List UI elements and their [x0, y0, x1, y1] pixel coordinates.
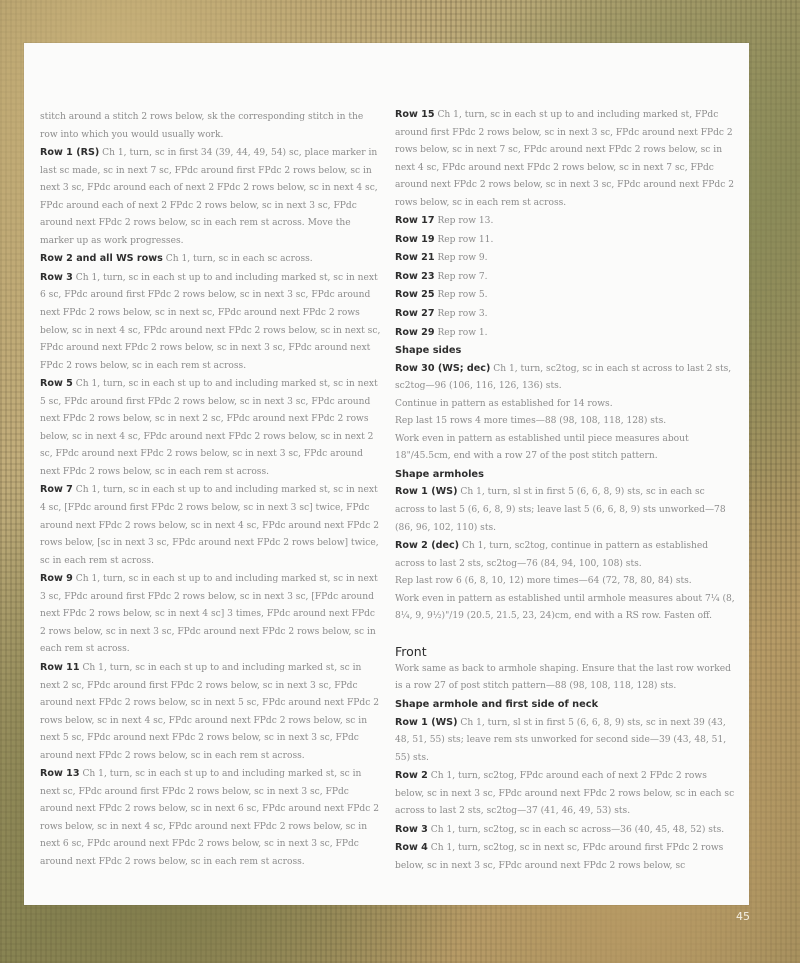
- paragraph: [395, 591, 737, 626]
- row-label: Row 5: [40, 378, 73, 390]
- paragraph: [395, 413, 737, 431]
- paragraph: [395, 231, 737, 250]
- row-text: Rep row 7.: [437, 271, 488, 282]
- row-text: stitch around a stitch 2 rows below, sk the corresponding stitch in the row into which you would usually work.: [40, 112, 364, 140]
- row-text: Rep row 1.: [437, 327, 488, 338]
- row-text: Ch 1, turn, sc in each st up to and including marked st, FPdc around first FPdc 2 rows below, sc in next 3 sc, FPdc around next FPdc 2 rows below, sc in next 7 sc, FPdc around next FPdc 2 rows below, sc in next 4 sc, FPdc around next FPdc 2 rows below, sc in next 7 sc, FPdc around next FPdc 2 rows below, sc in next 3 sc, FPdc around next FPdc 2 rows below, sc in each rem st across.: [395, 110, 734, 208]
- row-label: Row 17: [395, 215, 435, 227]
- paragraph: [40, 375, 382, 481]
- paragraph: [395, 431, 737, 466]
- paragraph: [40, 250, 382, 269]
- paragraph: [395, 396, 737, 414]
- paragraph: [395, 324, 737, 343]
- row-label: Row 3: [40, 271, 73, 283]
- row-text: Rep row 9.: [437, 253, 488, 264]
- paragraph: [40, 659, 382, 765]
- row-text: Ch 1, turn, sc in each st up to and including marked st, sc in next 6 sc, FPdc around first FPdc 2 rows below, sc in next 3 sc, FPdc around next FPdc 2 rows below, sc in next sc, FPdc around next FPdc 2 rows below, sc in next 4 sc, FPdc around next FPdc 2 rows below, sc in next sc, FPdc around next FPdc 2 rows below, sc in next 3 sc, FPdc around next FPdc 2 rows below, sc in each rem st across.: [40, 272, 381, 371]
- row-text: Ch 1, turn, sc in first 34 (39, 44, 49, 54) sc, place marker in last sc made, sc in next 7 sc, FPdc around first FPdc 2 rows below, sc in next 3 sc, FPdc around each of next 2 FPdc 2 rows below, sc in next 4 sc, FPdc around each of next 2 FPdc 2 rows below, sc in next 3 sc, FPdc around next FPdc 2 rows below, sc in each rem st across. Move the marker up as work progresses.: [40, 148, 378, 246]
- row-text: Ch 1, turn, sc2tog, sc in next sc, FPdc around first FPdc 2 rows below, sc in next 3 sc, FPdc around next FPdc 2 rows below, sc: [395, 843, 724, 871]
- row-text: Ch 1, turn, sc2tog, sc in each st across to last 2 sts, sc2tog—96 (106, 116, 126, 136) sts.: [395, 363, 732, 392]
- row-text: Ch 1, turn, sc2tog, FPdc around each of next 2 FPdc 2 rows below, sc in next 3 sc, FPdc around next FPdc 2 rows below, sc in each sc across to last 2 sts, sc2tog—37 (41, 46, 49, 53) sts.: [395, 771, 735, 817]
- row-label: Row 29: [395, 326, 435, 338]
- paragraph: [395, 767, 737, 821]
- row-text: Ch 1, turn, sc in each st up to and including marked st, sc in next sc, FPdc around first FPdc 2 rows below, sc in next 3 sc, FPdc around next FPdc 2 rows below, sc in next 6 sc, FPdc around next FPdc 2 rows below, sc in next 4 sc, FPdc around next FPdc 2 rows below, sc in next 6 sc, FPdc around next FPdc 2 rows below, sc in next 3 sc, FPdc around next FPdc 2 rows below, sc in each rem st across.: [40, 769, 379, 867]
- paragraph: [395, 483, 737, 537]
- paragraph: [395, 360, 737, 396]
- paragraph: [395, 573, 737, 591]
- row-text: Rep row 3.: [437, 309, 488, 320]
- row-text: Ch 1, turn, sc in each sc across.: [165, 254, 313, 265]
- row-text: Ch 1, turn, sl st in first 5 (6, 6, 8, 9) sts, sc in next 39 (43, 48, 51, 55) sts; leave rem sts unworked for second side—39 (43, 48, 51, 55) sts.: [395, 717, 727, 763]
- row-label: Row 1 (WS): [395, 486, 458, 498]
- row-text: Rep last 15 rows 4 more times—88 (98, 108, 118, 128) sts.: [395, 416, 667, 427]
- row-text: Rep row 5.: [437, 290, 488, 301]
- row-text: Ch 1, turn, sc in each st up to and including marked st, sc in next 4 sc, [FPdc around first FPdc 2 rows below, sc in next 3 sc] twice, FPdc around next FPdc 2 rows below, sc in next 4 sc, FPdc around next FPdc 2 rows below, [sc in next 3 sc, FPdc around next FPdc 2 rows below] twice, sc in each rem st across.: [40, 485, 379, 566]
- row-label: Row 3: [395, 823, 428, 835]
- page-number: 45: [736, 910, 750, 923]
- row-text: Work even in pattern as established until piece measures about 18"/45.5cm, end with a row 27 of the post stitch pattern.: [395, 433, 689, 462]
- row-text: Ch 1, turn, sc in each st up to and including marked st, sc in next 5 sc, FPdc around first FPdc 2 rows below, sc in next 3 sc, FPdc around next FPdc 2 rows below, sc in next 2 sc, FPdc around next FPdc 2 rows below, sc in next 4 sc, FPdc around next FPdc 2 rows below, sc in next 2 sc, FPdc around next FPdc 2 rows below, sc in next 3 sc, FPdc around next FPdc 2 rows below, sc in each rem st across.: [40, 379, 378, 477]
- row-label: Row 4: [395, 842, 428, 854]
- section-heading: Shape armhole and first side of neck: [395, 698, 599, 710]
- paragraph: [395, 106, 737, 212]
- row-label: Row 11: [40, 661, 80, 673]
- row-label: Row 27: [395, 308, 435, 320]
- row-text: Rep row 11.: [437, 234, 494, 245]
- row-label: Row 19: [395, 233, 435, 245]
- paragraph: [395, 286, 737, 305]
- row-text: Rep last row 6 (6, 8, 10, 12) more times—64 (72, 78, 80, 84) sts.: [395, 576, 692, 587]
- row-text: Ch 1, turn, sc2tog, continue in pattern as established across to last 2 sts, sc2tog—76 (84, 94, 100, 108) sts.: [395, 541, 709, 569]
- row-label: Row 1 (WS): [395, 716, 458, 728]
- row-label: Row 2: [395, 770, 428, 782]
- row-text: Ch 1, turn, sc in each st up to and including marked st, sc in next 2 sc, FPdc around first FPdc 2 rows below, sc in next 3 sc, FPdc around next FPdc 2 rows below, sc in next 5 sc, FPdc around next FPdc 2 rows below, sc in next 4 sc, FPdc around next FPdc 2 rows below, sc in next 5 sc, FPdc around next FPdc 2 rows below, sc in next 3 sc, FPdc around next FPdc 2 rows below, sc in each rem st across.: [40, 662, 379, 761]
- row-label: Row 13: [40, 768, 80, 780]
- row-text: Ch 1, turn, sc2tog, sc in each sc across—36 (40, 45, 48, 52) sts.: [430, 824, 725, 835]
- right-column: [395, 106, 737, 875]
- row-label: Row 7: [40, 484, 73, 496]
- paragraph: [40, 765, 382, 871]
- paragraph: [395, 821, 737, 840]
- row-label: Row 2 (dec): [395, 540, 460, 552]
- row-label: Row 2 and all WS rows: [40, 253, 163, 265]
- paragraph: [40, 481, 382, 570]
- section-heading: Shape sides: [395, 345, 462, 357]
- book-page: [24, 43, 749, 905]
- row-text: Continue in pattern as established for 14 rows.: [395, 398, 613, 409]
- row-label: Row 9: [40, 573, 73, 585]
- row-label: Row 15: [395, 109, 435, 120]
- paragraph: [40, 269, 382, 375]
- row-text: Rep row 13.: [437, 216, 494, 227]
- row-text: Ch 1, turn, sc in each st up to and including marked st, sc in next 3 sc, FPdc around first FPdc 2 rows below, sc in next 3 sc, [FPdc around next FPdc 2 rows below, sc in next 4 sc] 3 times, FPdc around next FPdc 2 rows below, sc in next 3 sc, FPdc around next FPdc 2 rows below, sc in each rem st across.: [40, 574, 378, 655]
- paragraph: [395, 661, 737, 696]
- paragraph: [395, 839, 737, 875]
- row-label: Row 30 (WS; dec): [395, 362, 491, 374]
- row-text: Work same as back to armhole shaping. Ensure that the last row worked is a row 27 of post stitch pattern—88 (98, 108, 118, 128) sts.: [395, 663, 731, 692]
- section-title-front: Front: [395, 643, 427, 659]
- left-column: [40, 108, 382, 872]
- row-label: Row 21: [395, 252, 435, 264]
- paragraph: [40, 108, 382, 144]
- paragraph: [395, 537, 737, 573]
- row-label: Row 23: [395, 270, 435, 282]
- row-label: Row 25: [395, 289, 435, 301]
- row-label: Row 1 (RS): [40, 147, 100, 159]
- section-heading: Shape armholes: [395, 468, 484, 480]
- paragraph: [40, 144, 382, 250]
- paragraph: [40, 570, 382, 659]
- paragraph: [395, 305, 737, 324]
- paragraph: [395, 714, 737, 768]
- paragraph: [395, 268, 737, 287]
- row-text: Work even in pattern as established until armhole measures about 7¼ (8, 8¼, 9, 9½)"/19 (20.5, 21.5, 23, 24)cm, end with a RS row. Fasten off.: [395, 593, 735, 622]
- row-text: Ch 1, turn, sl st in first 5 (6, 6, 8, 9) sts, sc in each sc across to last 5 (6, 6, 8, 9) sts; leave last 5 (6, 6, 8, 9) sts unworked—78 (86, 96, 102, 110) sts.: [395, 487, 726, 533]
- paragraph: [395, 249, 737, 268]
- paragraph: [395, 212, 737, 231]
